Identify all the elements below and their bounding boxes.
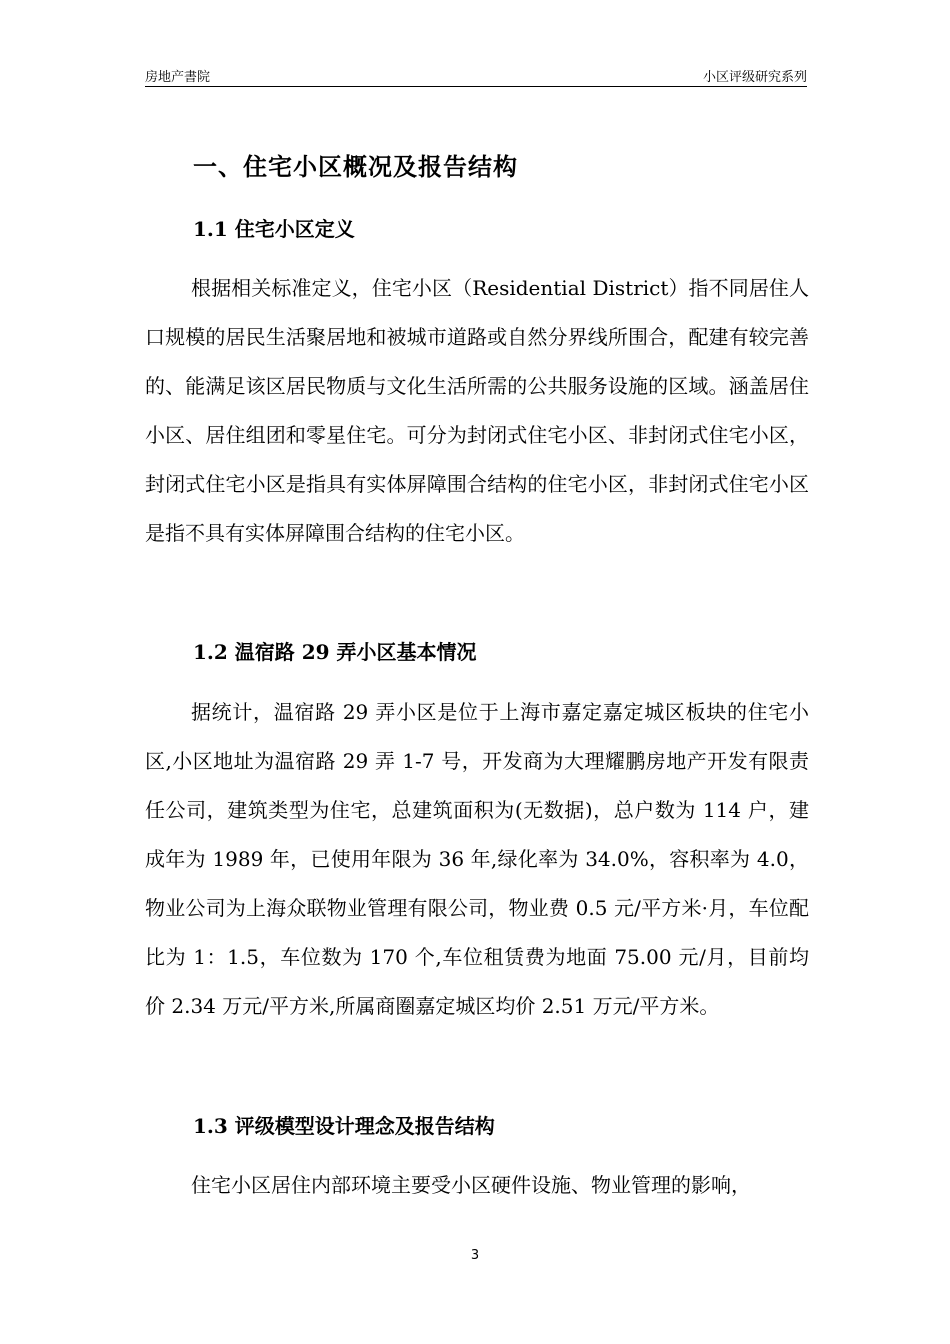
section-1-3-body: 住宅小区居住内部环境主要受小区硬件设施、物业管理的影响，	[191, 1173, 751, 1197]
chapter-title: 一、住宅小区概况及报告结构	[193, 152, 518, 181]
header-series-title: 小区评级研究系列	[702, 70, 807, 85]
section-1-3-title: 1.3 评级模型设计理念及报告结构	[193, 1114, 495, 1138]
section-1-2-body: 据统计，温宿路 29 弄小区是位于上海市嘉定嘉定城区板块的住宅小区,小区地址为温宿路 29 弄 1-7 号，开发商为大理耀鹏房地产开发有限责任公司，建筑类型为住宅，总建筑面积为(无数据)，总户数为 114 户，建成年为 1989 年，已使用年限为 36 年,绿化率为 34.0%，容积率为 4.0，物业公司为上海众联物业管理有限公司，物业费 0.5 元/平方米·月，车位配比为 1：1.5，车位数为 170 个,车位租赁费为地面 75.00 元/月，目前均价 2.34 万元/平方米,所属商圈嘉定城区均价 2.51 万元/平方米。	[145, 700, 809, 1018]
page-number: 3	[470, 1248, 480, 1263]
section-1-1-body: 根据相关标准定义，住宅小区（Residential District）指不同居住人口规模的居民生活聚居地和被城市道路或自然分界线所围合，配建有较完善的、能满足该区居民物质与文化生活所需的公共服务设施的区域。涵盖居住小区、居住组团和零星住宅。可分为封闭式住宅小区、非封闭式住宅小区，封闭式住宅小区是指具有实体屏障围合结构的住宅小区，非封闭式住宅小区是指不具有实体屏障围合结构的住宅小区。	[145, 276, 809, 545]
section-1-2-title: 1.2 温宿路 29 弄小区基本情况	[193, 640, 477, 664]
header-publisher: 房地产書院	[145, 70, 211, 85]
header-divider	[145, 86, 807, 87]
section-1-1-title: 1.1 住宅小区定义	[193, 217, 355, 241]
